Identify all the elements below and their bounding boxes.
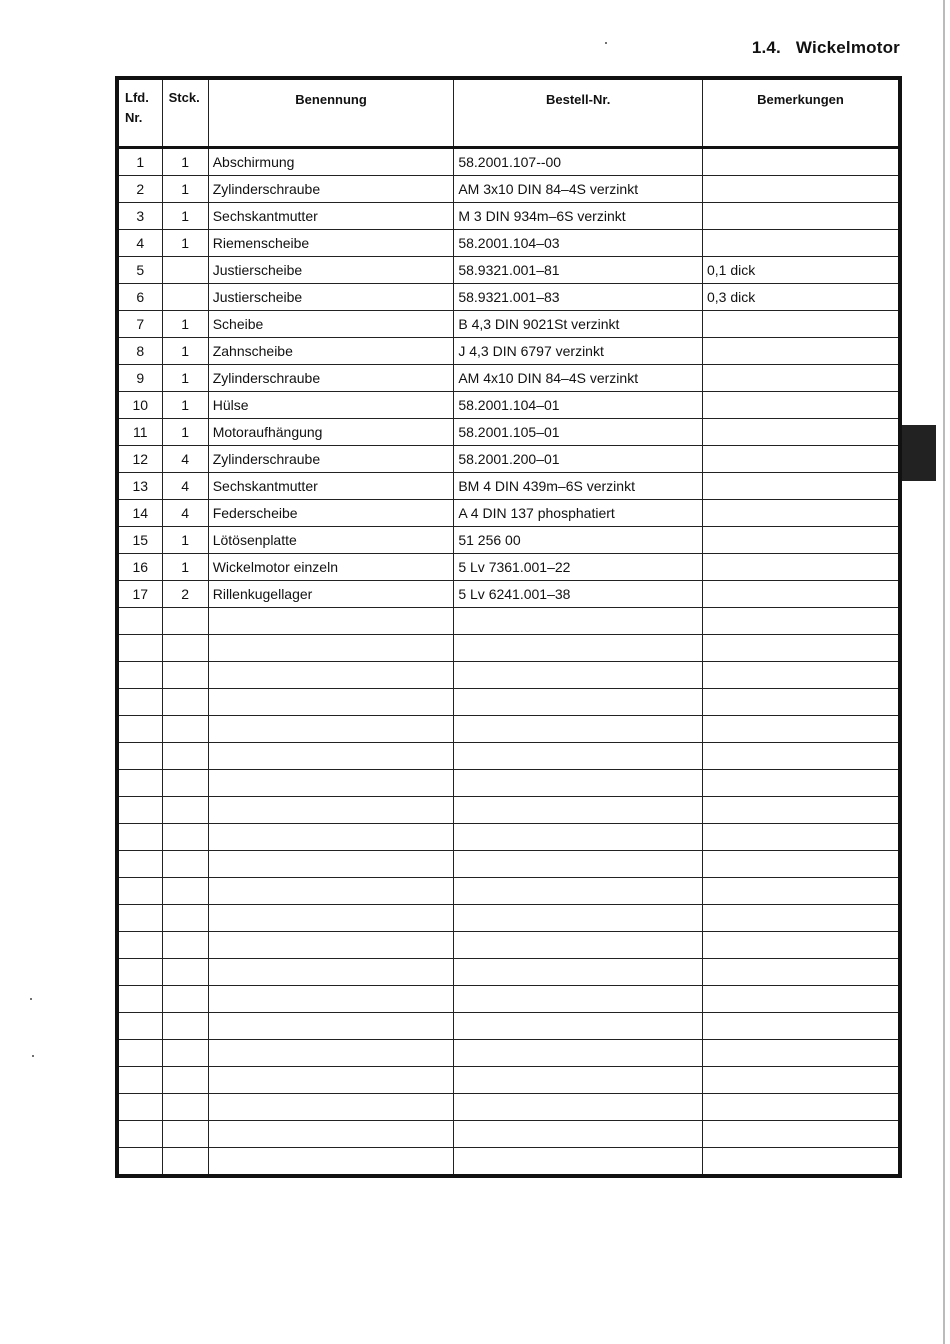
empty-table-row	[117, 1094, 900, 1121]
cell-benennung	[208, 689, 454, 716]
cell-bestell-nr	[454, 824, 703, 851]
cell-bemerkung	[702, 878, 900, 905]
cell-benennung: Zylinderschraube	[208, 176, 454, 203]
cell-stck	[162, 689, 208, 716]
cell-lfd-nr: 8	[117, 338, 162, 365]
cell-benennung	[208, 1013, 454, 1040]
table-row	[117, 148, 900, 176]
cell-bemerkung	[702, 662, 900, 689]
cell-benennung: Abschirmung	[208, 148, 454, 176]
empty-table-row	[117, 770, 900, 797]
empty-table-row	[117, 1067, 900, 1094]
cell-stck	[162, 743, 208, 770]
cell-lfd-nr	[117, 959, 162, 986]
cell-lfd-nr: 12	[117, 446, 162, 473]
empty-table-row	[117, 986, 900, 1013]
table-row	[117, 500, 900, 527]
cell-bestell-nr: 58.2001.105–01	[454, 419, 703, 446]
section-tab-marker	[902, 425, 936, 481]
cell-stck	[162, 932, 208, 959]
cell-lfd-nr: 2	[117, 176, 162, 203]
cell-bemerkung	[702, 770, 900, 797]
cell-benennung: Riemenscheibe	[208, 230, 454, 257]
cell-benennung: Lötösenplatte	[208, 527, 454, 554]
cell-lfd-nr	[117, 851, 162, 878]
cell-lfd-nr	[117, 770, 162, 797]
cell-stck	[162, 1094, 208, 1121]
cell-lfd-nr: 7	[117, 311, 162, 338]
cell-benennung: Motoraufhängung	[208, 419, 454, 446]
cell-bemerkung	[702, 338, 900, 365]
empty-table-row	[117, 959, 900, 986]
cell-bestell-nr: J 4,3 DIN 6797 verzinkt	[454, 338, 703, 365]
empty-table-row	[117, 851, 900, 878]
cell-bemerkung	[702, 554, 900, 581]
cell-bemerkung	[702, 608, 900, 635]
cell-bemerkung	[702, 148, 900, 176]
cell-stck	[162, 284, 208, 311]
cell-benennung	[208, 1121, 454, 1148]
cell-bemerkung	[702, 176, 900, 203]
header-bemerkungen: Bemerkungen	[702, 78, 900, 148]
cell-benennung	[208, 770, 454, 797]
empty-table-row	[117, 824, 900, 851]
cell-bestell-nr: 58.2001.107--00	[454, 148, 703, 176]
cell-benennung: Zylinderschraube	[208, 365, 454, 392]
cell-lfd-nr	[117, 986, 162, 1013]
scan-speck	[605, 42, 607, 44]
table-row	[117, 338, 900, 365]
cell-benennung	[208, 851, 454, 878]
table-row	[117, 419, 900, 446]
cell-lfd-nr	[117, 662, 162, 689]
cell-benennung	[208, 932, 454, 959]
cell-stck	[162, 635, 208, 662]
cell-bestell-nr	[454, 1040, 703, 1067]
cell-lfd-nr	[117, 878, 162, 905]
cell-bestell-nr	[454, 878, 703, 905]
cell-bemerkung	[702, 1013, 900, 1040]
cell-lfd-nr: 15	[117, 527, 162, 554]
cell-benennung: Justierscheibe	[208, 284, 454, 311]
cell-bemerkung	[702, 1067, 900, 1094]
cell-lfd-nr	[117, 1013, 162, 1040]
cell-lfd-nr: 6	[117, 284, 162, 311]
cell-benennung: Hülse	[208, 392, 454, 419]
cell-benennung	[208, 878, 454, 905]
cell-lfd-nr: 17	[117, 581, 162, 608]
cell-stck: 1	[162, 203, 208, 230]
cell-bestell-nr: 5 Lv 6241.001–38	[454, 581, 703, 608]
cell-bestell-nr	[454, 1067, 703, 1094]
cell-bestell-nr: B 4,3 DIN 9021St verzinkt	[454, 311, 703, 338]
cell-stck	[162, 878, 208, 905]
cell-lfd-nr: 14	[117, 500, 162, 527]
cell-bemerkung	[702, 932, 900, 959]
cell-stck	[162, 662, 208, 689]
table-row	[117, 176, 900, 203]
cell-lfd-nr	[117, 1040, 162, 1067]
cell-lfd-nr	[117, 689, 162, 716]
cell-bemerkung	[702, 1121, 900, 1148]
cell-lfd-nr: 5	[117, 257, 162, 284]
cell-stck	[162, 824, 208, 851]
cell-bestell-nr: A 4 DIN 137 phosphatiert	[454, 500, 703, 527]
cell-bemerkung	[702, 1040, 900, 1067]
cell-bemerkung	[702, 851, 900, 878]
cell-stck	[162, 716, 208, 743]
cell-stck: 1	[162, 527, 208, 554]
cell-bestell-nr	[454, 959, 703, 986]
cell-lfd-nr	[117, 743, 162, 770]
table-row	[117, 554, 900, 581]
cell-bestell-nr	[454, 797, 703, 824]
header-lfd-line1: Lfd.	[125, 90, 149, 105]
cell-lfd-nr	[117, 797, 162, 824]
cell-benennung: Federscheibe	[208, 500, 454, 527]
table-row	[117, 581, 900, 608]
header-benennung: Benennung	[208, 78, 454, 148]
cell-lfd-nr: 16	[117, 554, 162, 581]
cell-stck: 1	[162, 311, 208, 338]
header-stck: Stck.	[162, 78, 208, 148]
cell-stck	[162, 851, 208, 878]
cell-stck: 1	[162, 419, 208, 446]
scan-speck	[30, 998, 32, 1000]
cell-stck: 1	[162, 554, 208, 581]
cell-bemerkung	[702, 230, 900, 257]
cell-bestell-nr	[454, 1094, 703, 1121]
cell-benennung	[208, 1094, 454, 1121]
cell-stck: 1	[162, 365, 208, 392]
cell-lfd-nr: 11	[117, 419, 162, 446]
cell-bemerkung	[702, 365, 900, 392]
cell-bemerkung	[702, 581, 900, 608]
cell-bemerkung	[702, 635, 900, 662]
scan-speck	[32, 1055, 34, 1057]
cell-benennung	[208, 905, 454, 932]
cell-stck	[162, 1013, 208, 1040]
section-title: Wickelmotor	[795, 38, 900, 57]
cell-lfd-nr: 13	[117, 473, 162, 500]
cell-benennung	[208, 959, 454, 986]
table-row	[117, 230, 900, 257]
cell-bemerkung	[702, 1094, 900, 1121]
cell-stck: 1	[162, 338, 208, 365]
cell-bestell-nr	[454, 743, 703, 770]
cell-benennung	[208, 608, 454, 635]
cell-bemerkung	[702, 824, 900, 851]
cell-lfd-nr	[117, 824, 162, 851]
cell-stck	[162, 986, 208, 1013]
cell-stck: 1	[162, 392, 208, 419]
cell-bestell-nr	[454, 770, 703, 797]
cell-lfd-nr: 3	[117, 203, 162, 230]
cell-bemerkung	[702, 905, 900, 932]
cell-stck: 4	[162, 473, 208, 500]
cell-benennung	[208, 716, 454, 743]
cell-stck: 1	[162, 176, 208, 203]
cell-bemerkung	[702, 986, 900, 1013]
cell-stck	[162, 1067, 208, 1094]
cell-bestell-nr: 51 256 00	[454, 527, 703, 554]
header-lfd-nr	[117, 78, 162, 148]
cell-lfd-nr: 4	[117, 230, 162, 257]
table-row	[117, 446, 900, 473]
cell-bestell-nr	[454, 635, 703, 662]
cell-bestell-nr: M 3 DIN 934m–6S verzinkt	[454, 203, 703, 230]
cell-benennung	[208, 635, 454, 662]
cell-lfd-nr	[117, 716, 162, 743]
cell-benennung	[208, 1040, 454, 1067]
cell-stck	[162, 905, 208, 932]
cell-bestell-nr: 58.2001.104–03	[454, 230, 703, 257]
cell-bemerkung	[702, 959, 900, 986]
empty-table-row	[117, 797, 900, 824]
table-row	[117, 311, 900, 338]
table-row	[117, 284, 900, 311]
cell-stck	[162, 797, 208, 824]
cell-lfd-nr: 9	[117, 365, 162, 392]
parts-list-table	[115, 76, 902, 1178]
cell-bemerkung	[702, 500, 900, 527]
table-row	[117, 527, 900, 554]
empty-table-row	[117, 716, 900, 743]
cell-bestell-nr	[454, 851, 703, 878]
cell-stck: 2	[162, 581, 208, 608]
cell-benennung	[208, 824, 454, 851]
cell-bestell-nr	[454, 662, 703, 689]
empty-table-row	[117, 635, 900, 662]
cell-bemerkung: 0,1 dick	[702, 257, 900, 284]
cell-lfd-nr	[117, 932, 162, 959]
cell-benennung	[208, 1067, 454, 1094]
cell-stck: 1	[162, 230, 208, 257]
empty-table-row	[117, 905, 900, 932]
cell-bemerkung	[702, 797, 900, 824]
cell-benennung: Zylinderschraube	[208, 446, 454, 473]
cell-bestell-nr: AM 3x10 DIN 84–4S verzinkt	[454, 176, 703, 203]
cell-lfd-nr	[117, 1121, 162, 1148]
header-bestell-nr: Bestell-Nr.	[454, 78, 703, 148]
cell-bestell-nr: 58.9321.001–83	[454, 284, 703, 311]
page-edge-rule	[943, 0, 945, 1344]
cell-bestell-nr: BM 4 DIN 439m–6S verzinkt	[454, 473, 703, 500]
empty-table-row	[117, 689, 900, 716]
cell-bemerkung	[702, 473, 900, 500]
cell-stck	[162, 1148, 208, 1177]
empty-table-row	[117, 608, 900, 635]
cell-benennung	[208, 743, 454, 770]
cell-benennung: Rillenkugellager	[208, 581, 454, 608]
cell-benennung: Sechskantmutter	[208, 473, 454, 500]
cell-bemerkung	[702, 1148, 900, 1177]
cell-bestell-nr: 58.2001.104–01	[454, 392, 703, 419]
cell-bemerkung	[702, 689, 900, 716]
cell-bestell-nr: AM 4x10 DIN 84–4S verzinkt	[454, 365, 703, 392]
cell-bestell-nr	[454, 1013, 703, 1040]
empty-table-row	[117, 1040, 900, 1067]
cell-stck	[162, 770, 208, 797]
page-heading	[752, 38, 900, 58]
table-header-row	[117, 78, 900, 148]
cell-bemerkung	[702, 446, 900, 473]
table-row	[117, 203, 900, 230]
header-lfd-line2: Nr.	[125, 110, 143, 125]
cell-bemerkung	[702, 392, 900, 419]
cell-bemerkung	[702, 743, 900, 770]
cell-bestell-nr	[454, 905, 703, 932]
cell-benennung: Justierscheibe	[208, 257, 454, 284]
cell-benennung: Wickelmotor einzeln	[208, 554, 454, 581]
empty-table-row	[117, 662, 900, 689]
cell-lfd-nr: 1	[117, 148, 162, 176]
cell-bestell-nr: 5 Lv 7361.001–22	[454, 554, 703, 581]
table-row	[117, 365, 900, 392]
cell-stck	[162, 959, 208, 986]
cell-stck	[162, 1121, 208, 1148]
cell-bemerkung	[702, 311, 900, 338]
empty-table-row	[117, 1121, 900, 1148]
cell-lfd-nr	[117, 1067, 162, 1094]
cell-lfd-nr	[117, 635, 162, 662]
cell-benennung: Sechskantmutter	[208, 203, 454, 230]
cell-bestell-nr	[454, 608, 703, 635]
empty-table-row	[117, 1148, 900, 1177]
empty-table-row	[117, 878, 900, 905]
cell-lfd-nr	[117, 1148, 162, 1177]
cell-lfd-nr	[117, 1094, 162, 1121]
cell-benennung	[208, 662, 454, 689]
cell-bemerkung	[702, 527, 900, 554]
cell-bestell-nr: 58.2001.200–01	[454, 446, 703, 473]
cell-benennung	[208, 986, 454, 1013]
cell-lfd-nr	[117, 608, 162, 635]
cell-benennung	[208, 1148, 454, 1177]
cell-bestell-nr: 58.9321.001–81	[454, 257, 703, 284]
cell-stck: 4	[162, 500, 208, 527]
cell-stck: 1	[162, 148, 208, 176]
table-row	[117, 473, 900, 500]
cell-bemerkung: 0,3 dick	[702, 284, 900, 311]
section-number: 1.4.	[751, 38, 781, 57]
cell-bestell-nr	[454, 986, 703, 1013]
cell-benennung: Zahnscheibe	[208, 338, 454, 365]
cell-stck: 4	[162, 446, 208, 473]
cell-bemerkung	[702, 419, 900, 446]
cell-benennung: Scheibe	[208, 311, 454, 338]
table-row	[117, 392, 900, 419]
empty-table-row	[117, 743, 900, 770]
cell-bestell-nr	[454, 1148, 703, 1177]
cell-stck	[162, 1040, 208, 1067]
cell-bestell-nr	[454, 1121, 703, 1148]
cell-bestell-nr	[454, 932, 703, 959]
cell-bestell-nr	[454, 689, 703, 716]
cell-bemerkung	[702, 716, 900, 743]
cell-stck	[162, 608, 208, 635]
cell-bestell-nr	[454, 716, 703, 743]
cell-stck	[162, 257, 208, 284]
table-row	[117, 257, 900, 284]
cell-lfd-nr	[117, 905, 162, 932]
cell-lfd-nr: 10	[117, 392, 162, 419]
cell-benennung	[208, 797, 454, 824]
empty-table-row	[117, 932, 900, 959]
cell-bemerkung	[702, 203, 900, 230]
empty-table-row	[117, 1013, 900, 1040]
